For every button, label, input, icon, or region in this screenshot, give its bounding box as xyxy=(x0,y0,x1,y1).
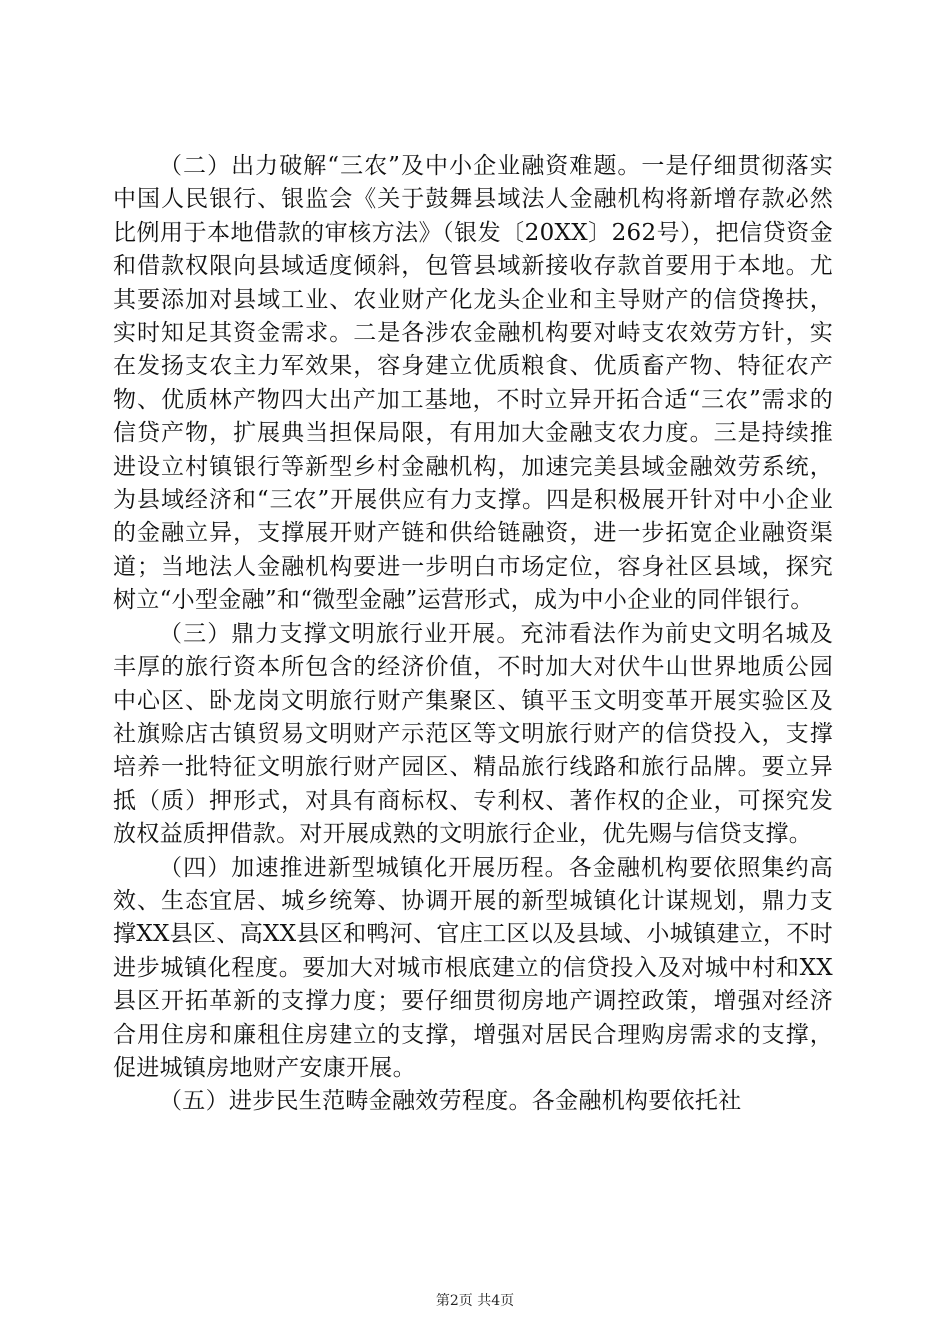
page-footer: 第2页 共4页 xyxy=(435,1293,515,1309)
paragraph-section-4: （四）加速推进新型城镇化开展历程。各金融机构要依照集约高效、生态宜居、城乡统筹、协调开展的新型城镇化计谋规划，鼎力支撑XX县区、高XX县区和鸭河、官庄工区以及县域、小城镇建立，不时进步城镇化程度。要加大对城市根底建立的信贷投入及对城中村和XX县区开拓革新的支撑力度；要仔细贯彻房地产调控政策，增强对经济合用住房和廉租住房建立的支撑，增强对居民合理购房需求的支撑，促进城镇房地财产安康开展。 xyxy=(113,854,833,1081)
document-body xyxy=(113,150,833,1119)
paragraph-section-5: （五）进步民生范畴金融效劳程度。各金融机构要依托社 xyxy=(159,1088,742,1115)
paragraph-section-3: （三）鼎力支撑文明旅行业开展。充沛看法作为前史文明名城及丰厚的旅行资本所包含的经济价值，不时加大对伏牛山世界地质公园中心区、卧龙岗文明旅行财产集聚区、镇平玉文明变革开展实验区及社旗赊店古镇贸易文明财产示范区等文明旅行财产的信贷投入，支撑培养一批特征文明旅行财产园区、精品旅行线路和旅行品牌。要立异抵（质）押形式，对具有商标权、专利权、著作权的企业，可探究发放权益质押借款。对开展成熟的文明旅行企业，优先赐与信贷支撑。 xyxy=(113,620,833,848)
paragraph-section-2: （二）出力破解“三农”及中小企业融资难题。一是仔细贯彻落实中国人民银行、银监会《关于鼓舞县域法人金融机构将新增存款必然比例用于本地借款的审核方法》（银发〔20XX〕262号），把信贷资金和借款权限向县域适度倾斜，包管县域新接收存款首要用于本地。尤其要添加对县域工业、农业财产化龙头企业和主导财产的信贷搀扶，实时知足其资金需求。二是各涉农金融机构要对峙支农效劳方针，实在发扬支农主力军效果，容身建立优质粮食、优质畜产物、特征农产物、优质林产物四大出产加工基地，不时立异开拓合适“三农”需求的信贷产物，扩展典当担保局限，有用加大金融支农力度。三是持续推进设立村镇银行等新型乡村金融机构，加速完美县域金融效劳系统，为县域经济和“三农”开展供应有力支撑。四是积极展开针对中小企业的金融立异，支撑展开财产链和供给链融资，进一步拓宽企业融资渠道；当地法人金融机构要进一步明白市场定位，容身社区县域，探究树立“小型金融”和“微型金融”运营形式，成为中小企业的同伴银行。 xyxy=(113,153,833,614)
